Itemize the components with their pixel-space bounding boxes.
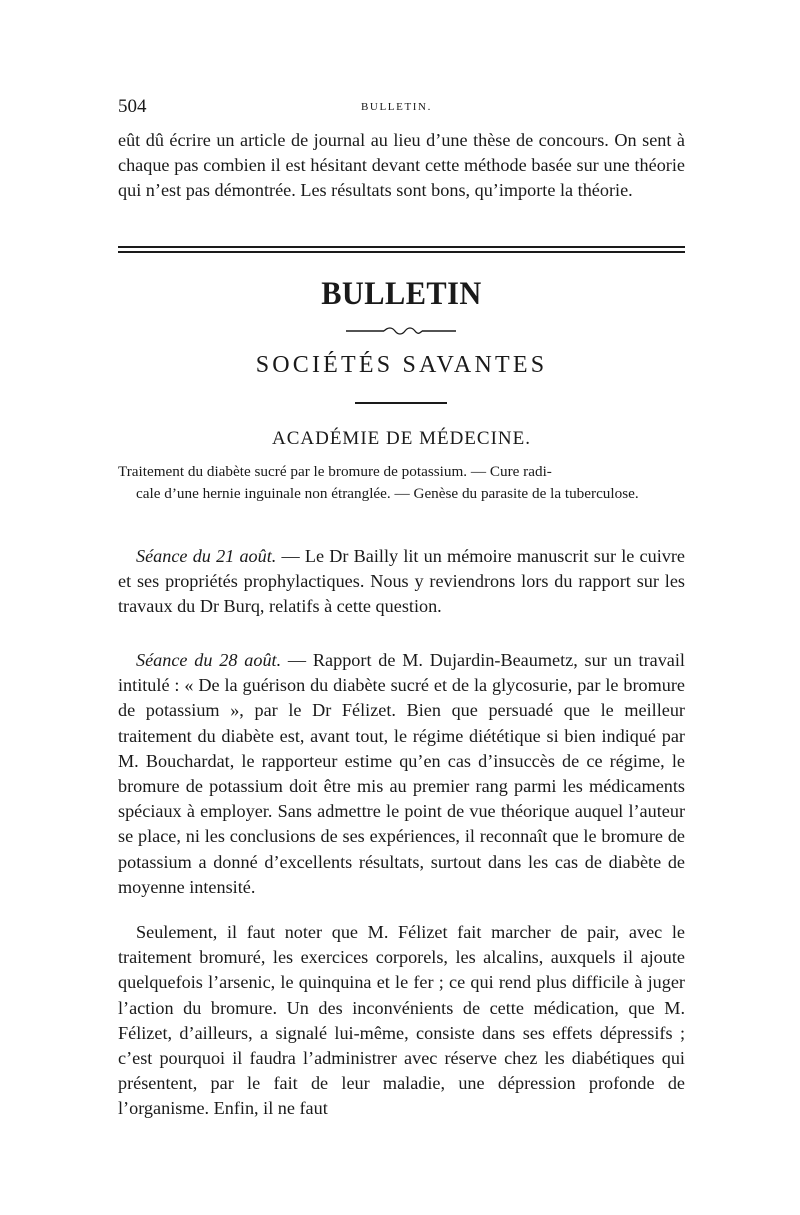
section-subtitle: SOCIÉTÉS SAVANTES <box>255 352 548 378</box>
seance-21-label: Séance du 21 août. <box>136 546 277 566</box>
short-rule-divider <box>355 402 447 404</box>
seulement-paragraph: Seulement, il faut noter que M. Félizet fait marcher de pair, avec le traitement bromuré, les exercices corporels, les alcalins, auxquels il ajoute quelquefois l’arsenic, le quinquina et le fer ; ce qui rend plus difficile à juger l’action du bromure. Un des inconvénients de cette médication, que M. Félizet, d’ailleurs, a signalé lui-même, consiste dans ses effets dépressifs ; c’est pourquoi il faudra l’administrer avec réserve chez les diabétiques qui présentent, par le fait de leur maladie, une dépression profonde de l’organisme. Enfin, il ne faut <box>118 922 685 1119</box>
page-header <box>118 96 683 122</box>
summary-first-line: Traitement du diabète sucré par le bromure de potassium. — Cure radi- <box>118 463 552 480</box>
seance-28-text: — Rapport de M. Dujardin-Beaumetz, sur un travail intitulé : « De la guérison du diabète sucré et de la glycosurie, par le bromure de potassium », par le Dr Félizet. Bien que persuadé que le meilleur traitement du diabète est, avant tout, le régime diététique si bien indiqué par M. Bouchardat, le rapporteur estime qu’en cas d’insuccès de ce régime, le bromure de potassium doit être mis au premier rang parmi les médicaments spéciaux à employer. Sans admettre le point de vue théorique auquel l’auteur se place, ni les conclusions de ses expériences, il reconnaît que le bromure de potassium a donné d’excellents résultats, surtout dans les cas de diabète de moyenne intensité. <box>118 650 685 897</box>
academy-heading: ACADÉMIE DE MÉDECINE. <box>271 428 531 449</box>
summary-continuation: cale d’une hernie inguinale non étranglée. — Genèse du parasite de la tuberculose. <box>136 485 639 502</box>
running-head: BULLETIN. <box>361 101 432 113</box>
page-number: 504 <box>118 96 147 117</box>
intro-paragraph: eût dû écrire un article de journal au lieu d’une thèse de concours. On sent à chaque pas combien il est hésitant devant cette méthode basée sur une théorie qui n’est pas démontrée. Les résultats sont bons, qu’importe la théorie. <box>118 130 685 201</box>
ornament-divider <box>346 327 456 335</box>
seance-21-paragraph <box>118 544 685 620</box>
session-summary <box>118 461 685 505</box>
seance-21-text: — Le Dr Bailly lit un mémoire manuscrit sur le cuivre et ses propriétés prophylactiques. Nous y reviendrons lors du rapport sur les travaux du Dr Burq, relatifs à cette question. <box>118 546 685 617</box>
seance-28-paragraph <box>118 648 685 900</box>
seance-28-label: Séance du 28 août. <box>136 650 282 670</box>
double-rule-divider <box>118 246 685 253</box>
section-title: BULLETIN <box>321 276 482 312</box>
